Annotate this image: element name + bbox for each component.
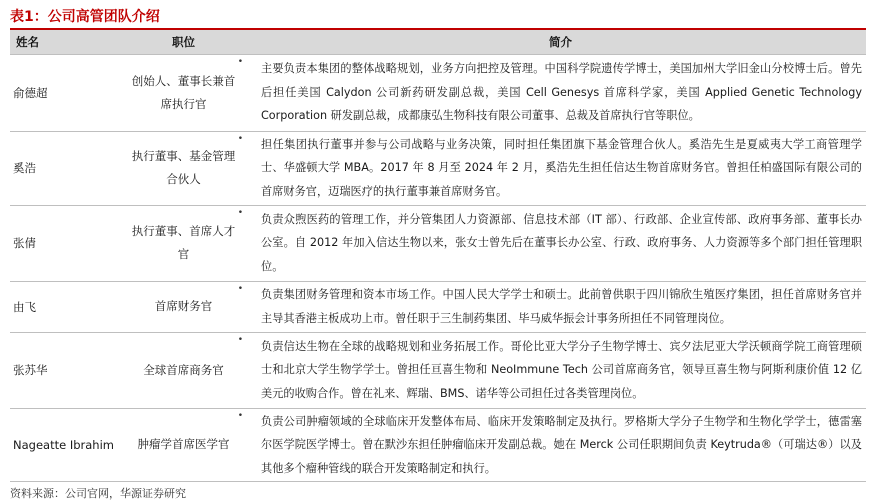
- exec-position-cell: [112, 408, 255, 482]
- executive-table: [10, 30, 866, 482]
- exec-name: 俞德超: [10, 54, 112, 131]
- exec-position-cell: [112, 332, 255, 408]
- exec-position: 全球首席商务官: [143, 362, 224, 377]
- table-row: [10, 131, 866, 205]
- table-row: [10, 54, 866, 131]
- exec-intro: 负责众煦医药的管理工作，并分管集团人力资源部、信息技术部（IT 部）、行政部、企业宣传部、政府事务部、董事长办公室。自 2012 年加入信达生物以来，张女士曾先后在董事长办公室、行政、政府事务、人力资源等多个部门担任管理职位。: [255, 205, 866, 281]
- source-note: 资料来源：公司官网，华源证券研究: [10, 487, 186, 500]
- exec-name: 张苏华: [10, 332, 112, 408]
- exec-name: 张倩: [10, 205, 112, 281]
- exec-name: Nageatte Ibrahim: [10, 408, 112, 482]
- table-title: 表1：公司高管团队介绍: [10, 9, 160, 25]
- exec-intro: 负责信达生物在全球的战略规划和业务拓展工作。哥伦比亚大学分子生物学博士、宾夕法尼亚大学沃顿商学院工商管理硕士和北京大学生物学学士。曾担任亘喜生物和 NeoImmune Tech 公司首席商务官，领导亘喜生物与阿斯利康价值 12 亿美元的收购合作。曾在礼来、辉瑞、BMS、诺华等公司担任过各类管理岗位。: [255, 332, 866, 408]
- exec-name: 由飞: [10, 281, 112, 332]
- exec-position-cell: [112, 54, 255, 131]
- table-row: [10, 281, 866, 332]
- table-row: [10, 332, 866, 408]
- exec-position-cell: [112, 281, 255, 332]
- exec-position: 首席财务官: [154, 299, 213, 313]
- exec-intro: 负责公司肿瘤领域的全球临床开发整体布局、临床开发策略制定及执行。罗格斯大学分子生物学和生物化学学士，德雷塞尔医学院医学博士。曾在默沙东担任肿瘤临床开发副总裁。她在 Merck 公司任职期间负责 Keytruda®（可瑞达®）以及其他多个瘤种管线的联合开发策略制定和执行。: [255, 408, 866, 482]
- table-row: [10, 408, 866, 482]
- exec-position: 执行董事、基金管理合伙人: [131, 149, 236, 186]
- exec-intro: 主要负责本集团的整体战略规划，业务方向把控及管理。中国科学院遗传学博士，美国加州大学旧金山分校博士后。曾先后担任美国 Calydon 公司新药研发副总裁，美国 Cell Genesys 首席科学家，美国 Applied Genetic Technology Corporation 研发副总裁，成都康弘生物科技有限公司董事、总裁及首席执行官等职位。: [255, 54, 866, 131]
- table-header-row: [10, 30, 866, 54]
- header-position: 职位: [172, 34, 195, 49]
- header-intro: 简介: [549, 34, 572, 49]
- table-row: [10, 205, 866, 281]
- exec-position-cell: [112, 131, 255, 205]
- bullet-mark: •: [237, 334, 243, 345]
- exec-position: 创始人、董事长兼首席执行官: [131, 73, 236, 111]
- exec-position: 肿瘤学首席医学官: [137, 437, 230, 452]
- header-name: 姓名: [16, 34, 39, 49]
- bullet-mark: •: [237, 133, 243, 144]
- bullet-mark: •: [237, 207, 243, 218]
- exec-position-cell: [112, 205, 255, 281]
- bullet-mark: •: [237, 283, 243, 294]
- bullet-mark: •: [237, 410, 243, 421]
- exec-name: 奚浩: [10, 131, 112, 205]
- exec-position: 执行董事、首席人才官: [131, 224, 236, 261]
- exec-intro: 担任集团执行董事并参与公司战略与业务决策，同时担任集团旗下基金管理合伙人。奚浩先生是夏威夷大学工商管理学士、华盛顿大学 MBA。2017 年 8 月至 2024 年 2 月，奚浩先生担任信达生物首席财务官。曾担任柏盛国际有限公司的首席财务官，迈瑞医疗的执行董事兼首席财务官。: [255, 131, 866, 205]
- bullet-mark: •: [237, 56, 243, 67]
- exec-intro: 负责集团财务管理和资本市场工作。中国人民大学学士和硕士。此前曾供职于四川锦欣生殖医疗集团，担任首席财务官并主导其香港主板成功上市。曾任职于三生制药集团、毕马威华振会计事务所担任不同管理岗位。: [255, 281, 866, 332]
